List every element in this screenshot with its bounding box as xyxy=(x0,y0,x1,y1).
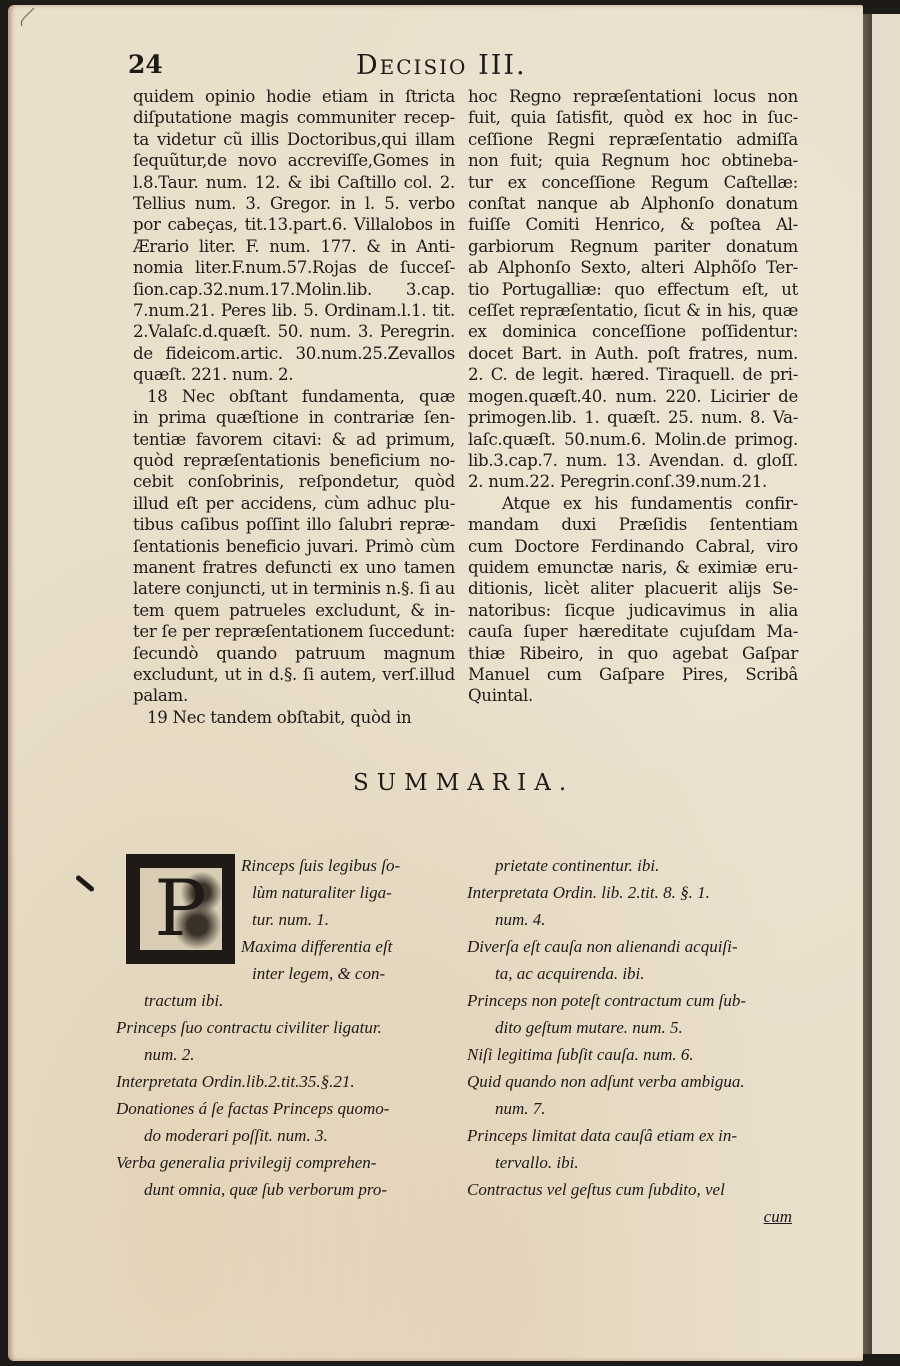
text-line: mandam duxi Præſidis ſententiam xyxy=(468,515,798,535)
summary-entry-line: dito geſtum mutare. num. 5. xyxy=(495,1018,683,1037)
text-line: 18 Nec obſtant fundamenta, quæ xyxy=(147,386,455,406)
text-line: nomia liter.F.num.57.Rojas de ſucceſ- xyxy=(133,258,455,278)
text-line: tur ex conceſſione Regum Caſtellæ: xyxy=(468,172,798,192)
summary-entry-line: lùm naturaliter liga- xyxy=(252,883,392,902)
text-line: diſputatione magis communiter recep- xyxy=(133,108,455,128)
text-line: palam. xyxy=(133,686,188,706)
summary-entry-line: tractum ibi. xyxy=(144,991,224,1010)
text-line: ceſſione Regni repræſentatio admiſſa xyxy=(468,129,798,149)
text-line: cauſa ſuper hæreditate cujuſdam Ma- xyxy=(468,622,798,642)
text-line: ex dominica conceſſione poſſidentur: xyxy=(468,322,798,342)
text-line: ter ſe per repræſentationem ſuccedunt: xyxy=(133,622,455,642)
text-line: 2.Valaſc.d.quæſt. 50. num. 3. Peregrin. xyxy=(133,322,455,342)
summary-entry-line: Niſi legitima ſubſit cauſa. num. 6. xyxy=(467,1045,694,1064)
text-line: garbiorum Regnum pariter donatum xyxy=(468,236,798,256)
summary-entry-line: Contractus vel geſtus cum ſubdito, vel xyxy=(467,1180,725,1199)
text-line: ta videtur cũ illis Doctoribus,qui illam xyxy=(133,129,455,149)
summary-entry-line: num. 7. xyxy=(495,1099,546,1118)
text-line: non fuit; quia Regnum hoc obtineba- xyxy=(468,151,798,171)
text-line: thiæ Ribeiro, in quo agebat Gaſpar xyxy=(468,643,798,663)
text-line: por cabeças, tit.13.part.6. Villalobos in xyxy=(133,215,455,235)
summary-entry-line: Maxima differentia eſt xyxy=(241,937,393,956)
text-line: tio Portugalliæ: quo effectum eſt, ut xyxy=(468,279,798,299)
summary-entry-line: prietate continentur. ibi. xyxy=(495,856,660,875)
text-line: ſequũtur,de novo accreviſſe,Gomes in xyxy=(133,151,455,171)
text-line: quidem emunctæ naris, & eximiæ eru- xyxy=(468,557,798,577)
text-line: de fideicom.artic. 30.num.25.Zevallos xyxy=(133,343,455,363)
summary-entry-line: Princeps non poteſt contractum cum ſub- xyxy=(467,991,747,1010)
dropcap-letter: P xyxy=(140,868,222,950)
text-line: laſc.quæſt. 50.num.6. Molin.de primog. xyxy=(468,429,798,449)
text-line: ſentationis beneficio juvari. Primò cùm xyxy=(133,536,455,556)
summary-entry-line: tur. num. 1. xyxy=(252,910,329,929)
summary-entry-line: Princeps limitat data cauſâ etiam ex in- xyxy=(467,1126,738,1145)
text-line: tibus caſibus poſſint illo ſalubri repræ- xyxy=(133,515,455,535)
summary-entry-line: Rinceps ſuis legibus ſo- xyxy=(241,856,401,875)
text-line: Ærario liter. F. num. 177. & in Anti- xyxy=(133,236,455,256)
text-line: 2. C. de legit. hæred. Tiraquell. de pri- xyxy=(468,365,798,385)
title-initial: D xyxy=(356,50,380,81)
text-line: cum Doctore Ferdinando Cabral, viro xyxy=(468,536,798,556)
text-line: latere conjuncti, ut in terminis n.§. ſi au xyxy=(133,579,455,599)
summaria-heading: SUMMARIA. xyxy=(353,770,575,796)
text-line: 7.num.21. Peres lib. 5. Ordinam.l.1. tit. xyxy=(133,301,455,321)
text-line: l.8.Taur. num. 12. & ibi Caſtillo col. 2. xyxy=(133,172,455,192)
text-line: mogen.quæſt.40. num. 220. Licirier de xyxy=(468,386,798,406)
text-line: Atque ex his fundamentis confir- xyxy=(502,493,798,513)
summary-entry-line: Donationes á ſe factas Princeps quomo- xyxy=(116,1099,390,1118)
title-numeral: III. xyxy=(478,50,527,81)
text-line: conſtat nanque ab Alphonſo donatum xyxy=(468,194,798,214)
text-line: ſion.cap.32.num.17.Molin.lib. 3.cap. xyxy=(133,279,455,299)
page-number: 24 xyxy=(128,50,163,79)
summary-entry-line: Verba generalia privilegij comprehen- xyxy=(116,1153,377,1172)
summary-entry-line: do moderari poſſit. num. 3. xyxy=(144,1126,328,1145)
summary-entry-line: Interpretata Ordin.lib.2.tit.35.§.21. xyxy=(116,1072,355,1091)
text-line: 2. num.22. Peregrin.conſ.39.num.21. xyxy=(468,472,768,492)
summary-entry-line: cum xyxy=(763,1207,792,1226)
text-line: fuit, quia ſatisfit, quòd ex hoc in ſuc- xyxy=(468,108,798,128)
summary-entry-line: Princeps ſuo contractu civiliter ligatur. xyxy=(116,1018,382,1037)
page-header xyxy=(128,50,828,84)
right-text-column xyxy=(468,86,798,707)
text-line: ſecundò quando patruum magnum xyxy=(133,643,455,663)
text-line: hoc Regno repræſentationi locus non xyxy=(468,87,798,106)
text-line: fuiſſe Comiti Henrico, & poſtea Al- xyxy=(468,215,798,235)
text-line: manent fratres defuncti ex uno tamen xyxy=(133,557,455,577)
book-gutter xyxy=(862,14,872,1354)
text-line: quidem opinio hodie etiam in ſtricta xyxy=(133,87,455,106)
text-line: Tellius num. 3. Gregor. in l. 5. verbo xyxy=(133,194,455,214)
text-line: cebit conſobrinis, reſpondetur, quòd xyxy=(133,472,455,492)
summary-entry-line: num. 4. xyxy=(495,910,546,929)
summary-entry-line: Interpretata Ordin. lib. 2.tit. 8. §. 1. xyxy=(467,883,710,902)
summary-entry-line: inter legem, & con- xyxy=(252,964,386,983)
text-line: ab Alphonſo Sexto, alteri Alphõſo Ter- xyxy=(468,258,798,278)
text-line: excludunt, ut in d.§. ſi autem, verſ.illud xyxy=(133,664,455,684)
text-line: docet Bart. in Auth. poſt fratres, num. xyxy=(468,343,798,363)
text-line: quòd repræſentationis beneficium no- xyxy=(133,450,455,470)
text-line: illud eſt per accidens, cùm adhuc plu- xyxy=(133,493,455,513)
summary-entry-line: tervallo. ibi. xyxy=(495,1153,579,1172)
text-line: quæſt. 221. num. 2. xyxy=(133,365,294,385)
text-line: lib.3.cap.7. num. 13. Avendan. d. gloſſ. xyxy=(468,450,798,470)
next-page-edge xyxy=(872,14,900,1354)
text-line: in prima quæſtione in contrariæ ſen- xyxy=(133,408,455,428)
summary-entry-line: dunt omnia, quæ ſub verborum pro- xyxy=(144,1180,388,1199)
summaria-right-column xyxy=(467,852,792,1230)
text-line: Quintal. xyxy=(468,686,534,706)
left-text-column xyxy=(133,86,455,728)
pen-mark-icon xyxy=(14,6,38,30)
summary-entry-line: ta, ac acquirenda. ibi. xyxy=(495,964,645,983)
text-line: tem quem patrueles excludunt, & in- xyxy=(133,600,455,620)
text-line: natoribus: ſicque judicavimus in alia xyxy=(468,600,798,620)
summary-entry-line: Quid quando non adſunt verba ambigua. xyxy=(467,1072,745,1091)
summaria-left-column xyxy=(116,852,456,1203)
running-title xyxy=(356,50,527,81)
text-line: 19 Nec tandem obſtabit, quòd in xyxy=(147,707,412,727)
summary-entry-line: Diverſa eſt cauſa non alienandi acquiſi- xyxy=(467,937,738,956)
text-line: ditionis, licèt aliter placuerit alijs Se- xyxy=(468,579,798,599)
text-line: Manuel cum Gaſpare Pires, Scribâ xyxy=(468,664,798,684)
title-smallcaps: ECISIO xyxy=(379,55,468,79)
text-line: ceſſet repræſentatio, ſicut & in his, quæ xyxy=(468,301,798,321)
text-line: primogen.lib. 1. quæſt. 25. num. 8. Va- xyxy=(468,408,798,428)
summary-entry-line: num. 2. xyxy=(144,1045,195,1064)
text-line: tentiæ favorem citavi: & ad primum, xyxy=(133,429,455,449)
